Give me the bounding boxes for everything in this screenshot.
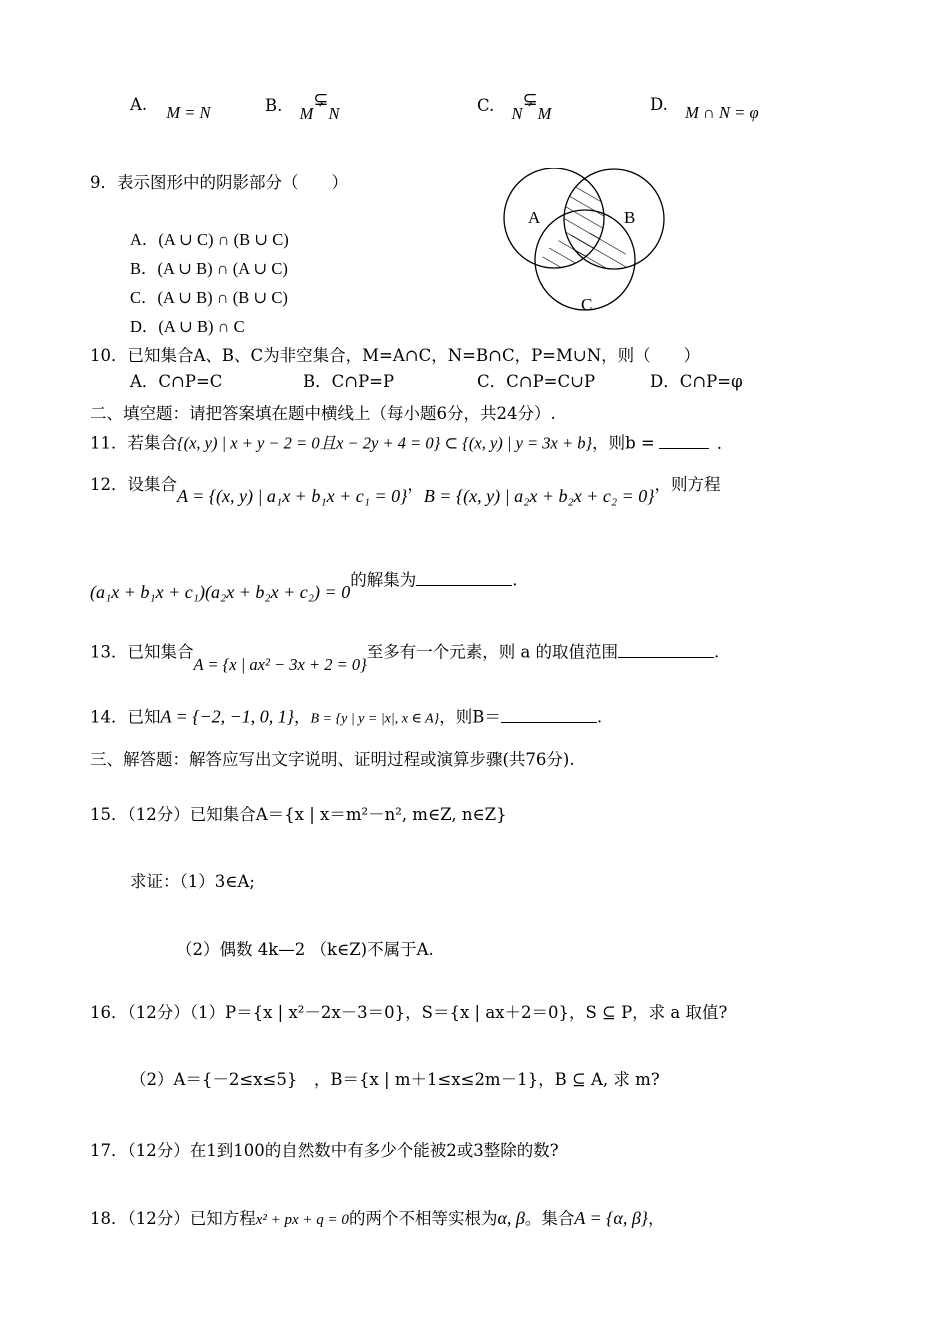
q15-part1: 求证：（1）3∈A; [130,872,255,891]
q18-set: A = {α, β} [574,1208,648,1228]
venn-label-b: B [624,208,636,227]
q8-option-b-left: M [299,104,314,123]
q13-end: . [714,642,720,662]
q8-option-b [265,89,340,123]
q18 [90,1208,665,1230]
q14-set-b: B = {y | y = |x|, x ∈ A} [310,711,440,727]
section-3-heading: 三、解答题：解答应写出文字说明、证明过程或演算步骤(共76分). [90,750,575,769]
q14-suffix: ，则B＝ [439,707,501,727]
q12-equation: (a₁x + b₁x + c₁)(a₂x + b₂x + c₂) = 0 [90,581,351,602]
q13 [90,640,720,674]
q8-option-b-relation: ⊊ [313,89,329,110]
q18-roots: α, β [497,1208,525,1228]
q11-suffix: ，则b = [592,433,655,453]
q10-option-d: D．C∩P=φ [650,372,743,391]
venn-label-c: C [581,295,593,314]
q12-line2 [90,568,518,602]
q11-expr: {(x, y) | x + y − 2 = 0且x − 2y + 4 = 0} ⊂ {(x, y) | y = 3x + b} [177,433,593,453]
q14-set-a: A = {−2, −1, 0, 1} [160,706,295,727]
q12-tail: 的解集为 [350,570,417,590]
q11-prefix: 11．若集合 [90,433,177,453]
q9-option-d: D．(A ∪ B) ∩ C [130,317,245,336]
venn-diagram [498,168,673,318]
q8-option-d-label: D. [650,95,668,114]
q12-separator: ， [407,475,424,494]
q12-end: . [512,570,518,590]
q8-option-c-left: N [511,104,523,123]
q13-expr: A = {x | ax² − 3x + 2 = 0} [193,654,367,674]
q8-option-c [477,89,552,123]
venn-label-a: A [528,208,541,227]
q12-set-a: A = {(x, y) | a₁x + b₁x + c₁ = 0} [177,486,408,506]
q16-part2: （2）A＝{－2≤x≤5} ，B＝{x | m＋1≤x≤2m－1}，B ⊆ A, 求 m? [130,1070,660,1089]
q9-option-b: B．(A ∪ B) ∩ (A ∪ C) [130,259,288,278]
q17-stem: 17．（12分）在1到100的自然数中有多少个能被2或3整除的数? [90,1141,559,1160]
q14-answer-blank[interactable] [501,705,597,723]
q8-option-d [650,95,759,122]
q8-option-c-relation: ⊊ [522,89,538,110]
q10-option-b: B．C∩P=P [303,372,395,391]
q18-prefix: 18．（12分）已知方程 [90,1209,256,1228]
q8-option-d-expr: M ∩ N = φ [685,103,759,122]
q14-end: . [596,707,603,727]
q9-option-c: C．(A ∪ B) ∩ (B ∪ C) [130,288,288,307]
q12-suffix: ，则方程 [654,475,721,494]
q9-option-a: A．(A ∪ C) ∩ (B ∪ C) [130,230,289,249]
q8-option-c-right: M [537,104,552,123]
q18-mid2: 。集合 [524,1209,575,1228]
q13-prefix: 13．已知集合 [90,642,194,662]
q12-answer-blank[interactable] [416,568,512,586]
q8-option-a-expr: M = N [166,103,211,122]
q8-option-b-right: N [328,104,340,123]
q14-separator: ， [294,707,311,727]
q10-option-a: A．C∩P=C [130,372,223,391]
q13-answer-blank[interactable] [618,640,714,658]
q11 [90,431,722,453]
q8-option-c-label: C. [477,96,495,115]
q9-stem: 9．表示图形中的阴影部分（ ） [90,173,348,192]
q8-option-a [130,95,211,122]
q11-end: . [716,433,722,453]
q10-option-c: C．C∩P=C∪P [477,372,596,391]
section-2-heading: 二、填空题：请把答案填在题中横线上（每小题6分，共24分）. [90,404,556,423]
q15-part2: （2）偶数 4k—2 （k∈Z)不属于A. [176,940,434,959]
q13-suffix: 至多有一个元素，则 a 的取值范围 [366,642,619,662]
q12-set-b: B = {(x, y) | a₂x + b₂x + c₂ = 0} [423,486,655,506]
q14 [90,705,602,728]
q12-prefix: 12．设集合 [90,475,177,494]
q11-answer-blank[interactable] [659,431,709,449]
q8-option-b-label: B. [265,96,283,115]
q18-end: ， [648,1209,665,1228]
q14-prefix: 14．已知 [90,707,161,727]
q18-equation: x² + px + q = 0 [255,1212,349,1228]
q16-part1: 16．（12分）（1）P＝{x | x²－2x－3＝0}，S＝{x | ax＋2＝0}，S ⊆ P，求 a 取值? [90,1003,728,1022]
q8-option-a-label: A. [130,95,148,114]
q18-mid: 的两个不相等实根为 [348,1209,498,1228]
q12 [90,474,721,506]
q15-stem: 15．（12分）已知集合A＝{x | x＝m²－n², m∈Z, n∈Z} [90,805,507,824]
q10-stem: 10．已知集合A、B、C为非空集合，M=A∩C，N=B∩C，P=M∪N，则（ ） [90,346,701,365]
